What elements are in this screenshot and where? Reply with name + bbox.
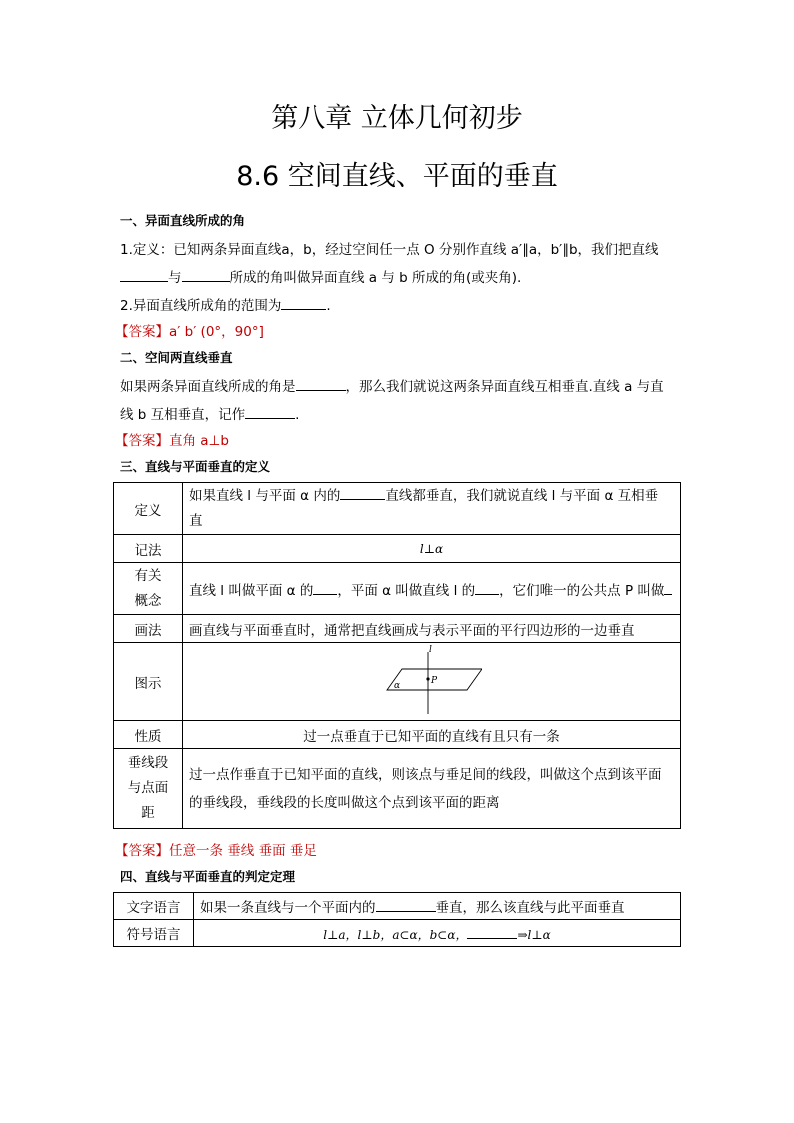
row-key: 文字语言	[114, 893, 194, 920]
blank[interactable]	[340, 485, 385, 500]
row-key-line2: 与点面	[127, 780, 169, 796]
row-key-line2: 概念	[134, 592, 162, 609]
answer-tag: 【答案】	[115, 843, 169, 859]
answer-text: 任意一条 垂线 垂面 垂足	[169, 843, 317, 859]
table-row-symbol-language	[114, 920, 681, 947]
row-value	[183, 483, 681, 535]
row-key	[114, 563, 183, 615]
part1-heading: 一、异面直线所成的角	[120, 213, 246, 228]
part3-answer	[115, 839, 317, 859]
row1-text1: 如果一条直线与一个平面内的	[200, 900, 376, 916]
criterion-table	[113, 892, 681, 947]
table-row-definition	[114, 483, 681, 535]
part3-heading: 三、直线与平面垂直的定义	[120, 459, 271, 474]
part1-l1b: a，b，经过空间任一点 O 分别作直线 a′∥a，b′∥b，我们把直线	[281, 242, 659, 258]
part1-l2a: 与	[168, 270, 182, 286]
chapter-title: 第八章 立体几何初步	[271, 103, 523, 134]
answer-tag: 【答案】	[115, 324, 169, 340]
blank[interactable]	[313, 580, 337, 595]
part2-l2a: 线 b 互相垂直，记作	[120, 407, 246, 423]
blank[interactable]	[467, 924, 517, 939]
row2-text2: ⇒l⊥α	[517, 927, 551, 942]
answer-text: a′ b′ (0°，90°]	[169, 324, 264, 340]
row-value: l⊥α	[183, 535, 681, 563]
part2-answer	[115, 429, 229, 449]
part1-l3end: .	[326, 298, 331, 314]
row-value: 画直线与平面垂直时，通常把直线画成与表示平面的平行四边形的一边垂直	[183, 615, 681, 643]
blank[interactable]	[296, 376, 346, 391]
blank[interactable]	[376, 897, 436, 912]
table-row-concepts	[114, 563, 681, 615]
seg-text2: 的垂线段，垂线段的长度叫做这个点到该平面的距离	[189, 794, 500, 811]
blank[interactable]	[664, 580, 672, 595]
row-key-line3: 距	[141, 805, 155, 821]
row-value	[183, 749, 681, 829]
row-key	[114, 749, 183, 829]
part2-heading: 二、空间两直线垂直	[120, 350, 233, 365]
blank[interactable]	[245, 404, 295, 419]
part1-answer	[115, 320, 264, 340]
seg-text1: 过一点作垂直于已知平面的直线，则该点与垂足间的线段，叫做这个点到该平面	[189, 766, 662, 783]
part1-range-line	[120, 294, 331, 314]
part2-l1a: 如果两条异面直线所成的角是	[120, 379, 296, 395]
row-value: 过一点垂直于已知平面的直线有且只有一条	[183, 721, 681, 749]
blank[interactable]	[475, 580, 499, 595]
row-value	[183, 563, 681, 615]
answer-tag: 【答案】	[115, 433, 169, 449]
table-row-property	[114, 721, 681, 749]
part1-l2b: 所成的角叫做异面直线 a 与 b 所成的角(或夹角).	[229, 270, 522, 286]
def-text3: 直	[189, 512, 203, 529]
foot-point	[426, 677, 429, 680]
part2-line1	[120, 375, 664, 395]
line-plane-definition-table	[113, 482, 681, 829]
row-key: 定义	[114, 483, 183, 535]
answer-text: 直角 a⊥b	[169, 433, 229, 449]
table-row-perpendicular-segment	[114, 749, 681, 829]
row-key-line1: 有关	[134, 567, 162, 584]
table-row-notation	[114, 535, 681, 563]
part2-l2end: .	[295, 407, 300, 423]
part2-l1b: ，那么我们就说这两条异面直线互相垂直.直线 a 与直	[345, 379, 664, 395]
part1-definition-line1	[120, 238, 659, 258]
row1-text2: 垂直，那么该直线与此平面垂直	[435, 900, 625, 916]
row-key: 图示	[114, 643, 183, 721]
row-value	[194, 893, 681, 920]
row-key-line1: 垂线段	[127, 755, 169, 771]
row-value	[183, 643, 681, 721]
table-row-figure	[114, 643, 681, 721]
row-value	[194, 920, 681, 947]
part1-l1a: 1.定义：已知两条异面直线	[120, 242, 282, 258]
def-text2: 直线都垂直，我们就说直线 l 与平面 α 互相垂	[385, 487, 659, 504]
part1-definition-line2	[120, 266, 521, 286]
rel-text2: ，平面 α 叫做直线 l 的	[337, 582, 476, 599]
blank[interactable]	[120, 267, 168, 282]
point-label: P	[430, 675, 437, 686]
blank[interactable]	[182, 267, 230, 282]
rel-text3: ，它们唯一的公共点 P 叫做	[499, 582, 665, 599]
table-row-drawing	[114, 615, 681, 643]
perpendicular-line-plane-figure	[382, 644, 482, 716]
part4-heading: 四、直线与平面垂直的判定定理	[120, 869, 296, 884]
def-text1: 如果直线 l 与平面 α 内的	[189, 487, 341, 504]
plane-label: α	[393, 680, 400, 691]
line-label: l	[428, 644, 432, 655]
part2-line2	[120, 403, 299, 423]
row-key: 符号语言	[114, 920, 194, 947]
row-key: 记法	[114, 535, 183, 563]
rel-text1: 直线 l 叫做平面 α 的	[189, 582, 314, 599]
row-key: 画法	[114, 615, 183, 643]
section-title: 8.6 空间直线、平面的垂直	[236, 161, 558, 192]
table-row-text-language	[114, 893, 681, 920]
row-key: 性质	[114, 721, 183, 749]
part1-l3: 2.异面直线所成角的范围为	[120, 298, 282, 314]
blank[interactable]	[281, 295, 326, 310]
row2-text1: l⊥a，l⊥b，a⊂α，b⊂α，	[323, 927, 468, 942]
